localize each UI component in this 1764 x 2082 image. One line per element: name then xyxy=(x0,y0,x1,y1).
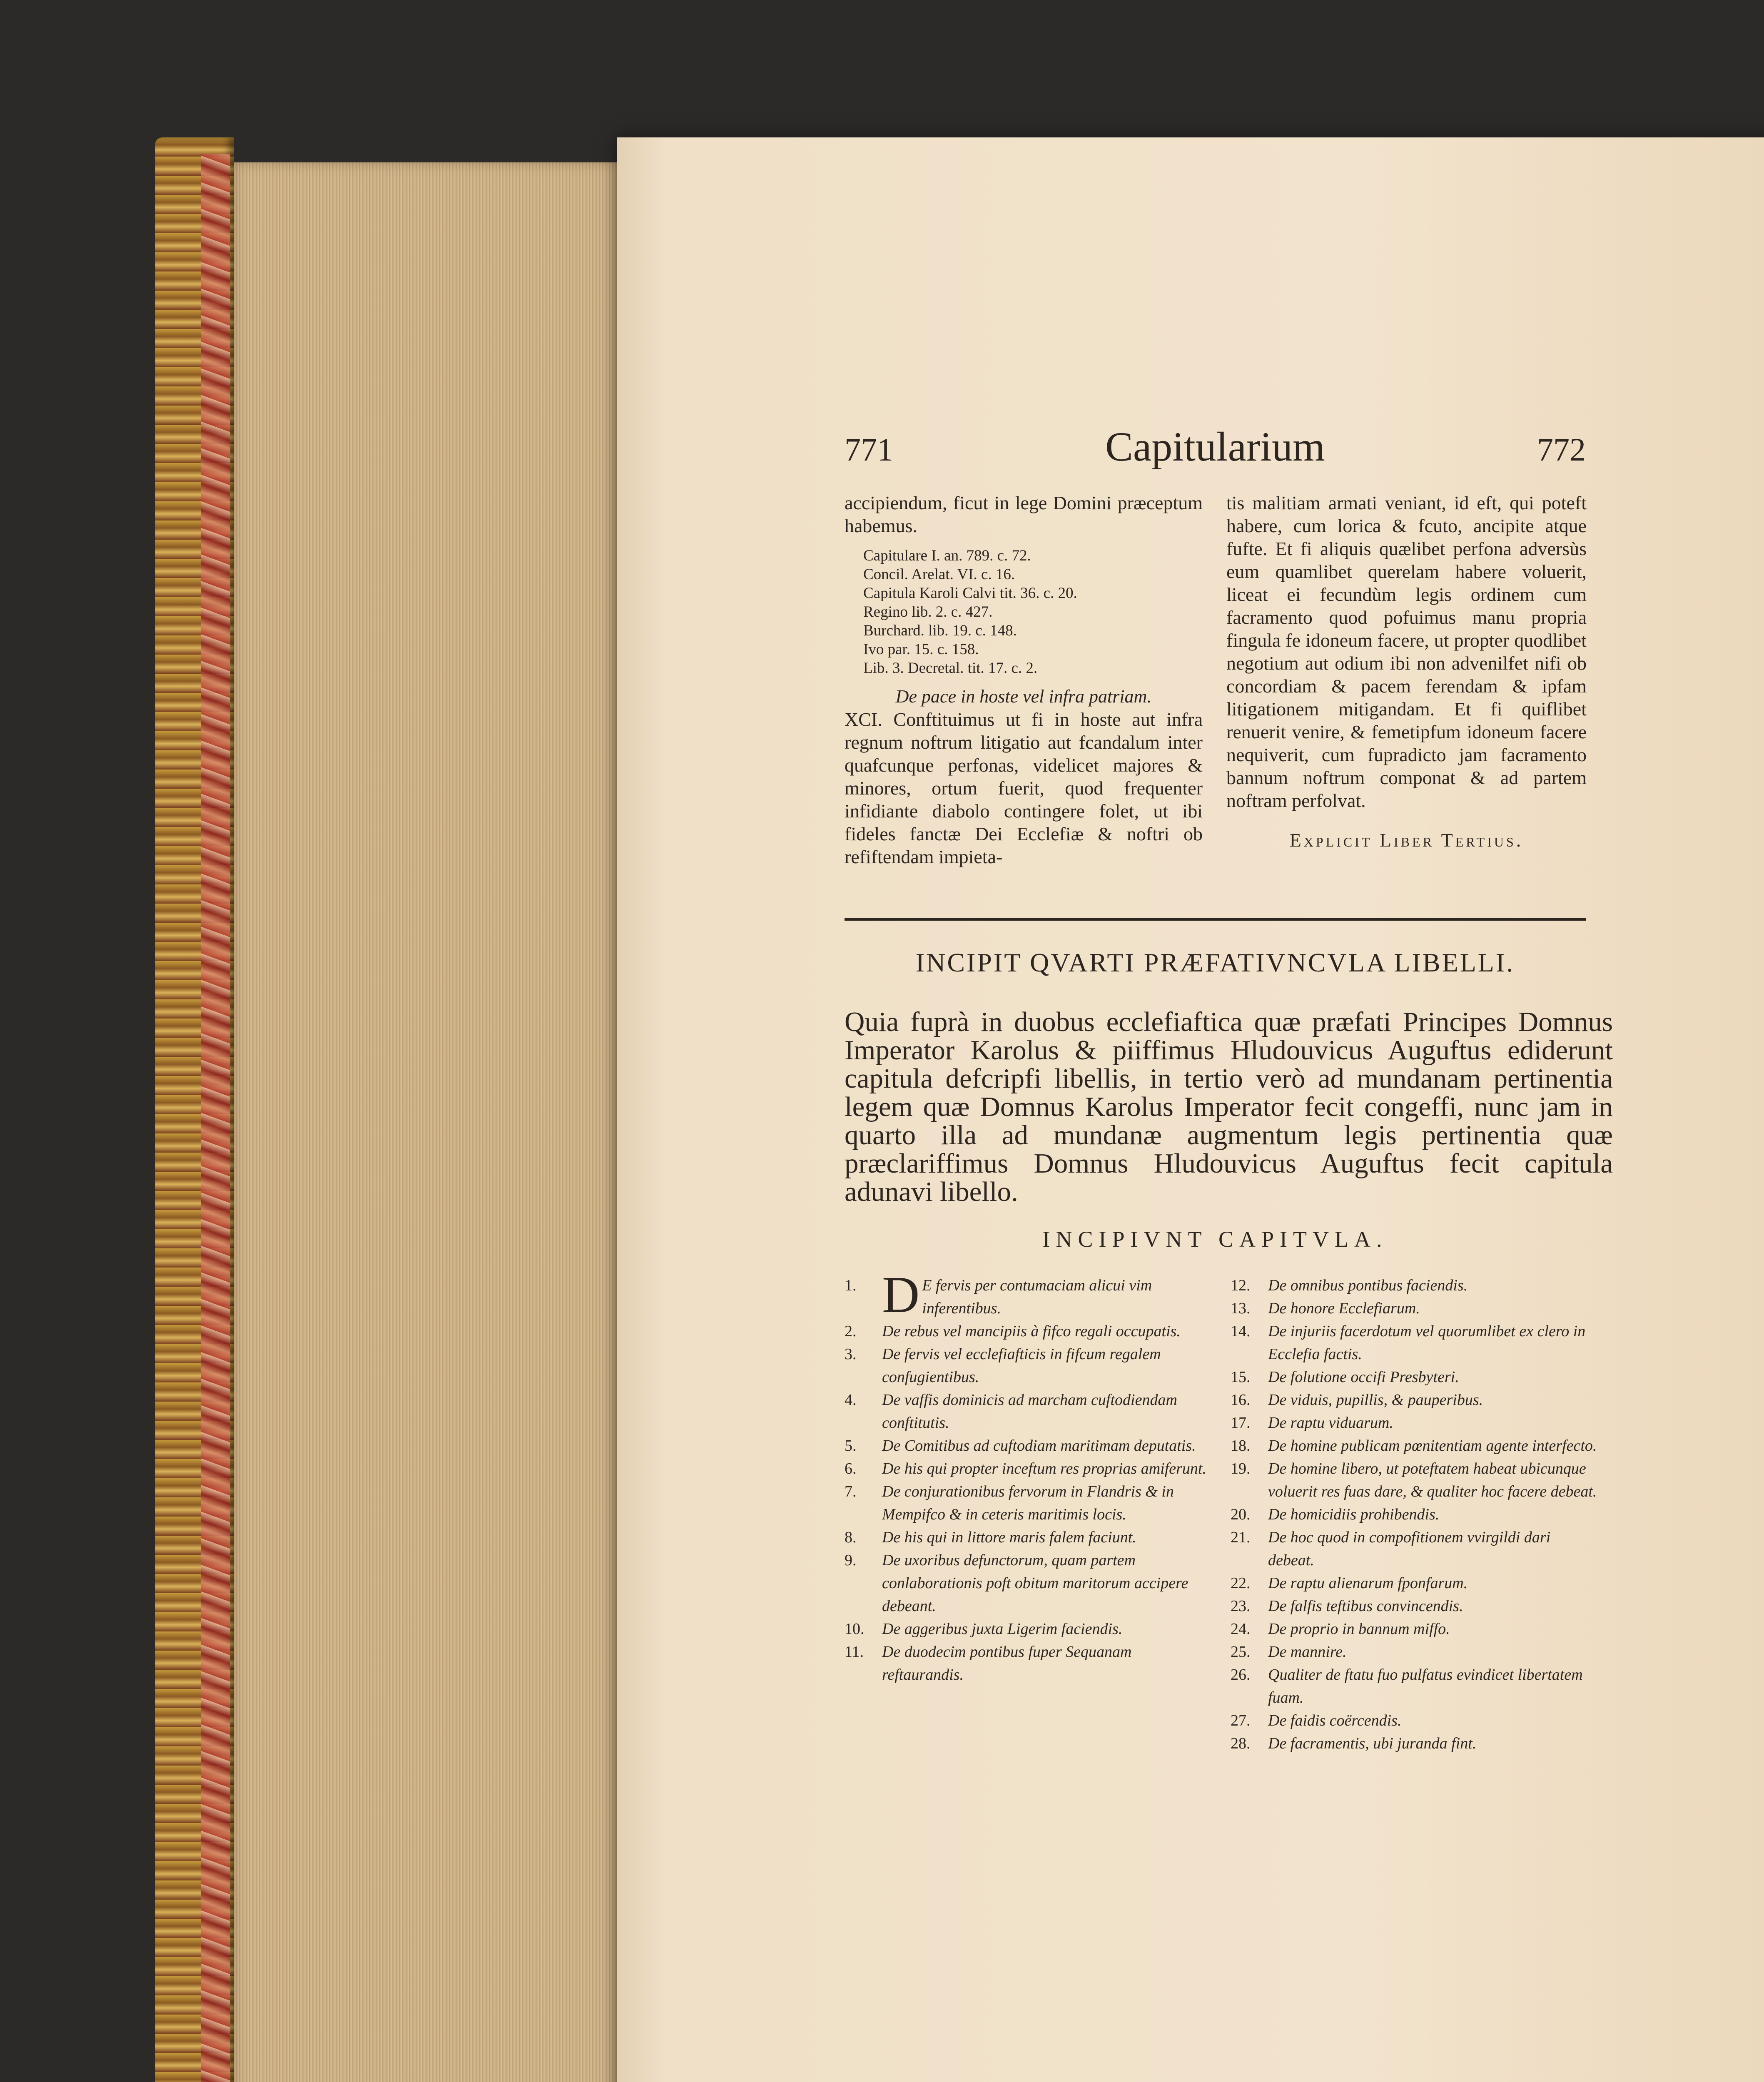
chapter-item xyxy=(1231,1297,1597,1320)
chapter-title: De folutione occifi Presbyteri. xyxy=(1268,1368,1459,1386)
chapter-number: 4. xyxy=(845,1391,857,1409)
chapter-number: 10. xyxy=(845,1620,865,1638)
chapter-number: 14. xyxy=(1231,1322,1251,1340)
chapter-number: 15. xyxy=(1231,1368,1251,1386)
chapter-title: De homine libero, ut poteftatem habeat ubicunque voluerit res fuas dare, & qualiter hoc facere debeat. xyxy=(1268,1460,1597,1500)
reference-item: Concil. Arelat. VI. c. 16. xyxy=(863,566,1015,583)
chapter-title: De fervis vel ecclefiafticis in fifcum regalem confugientibus. xyxy=(882,1345,1161,1386)
chapter-number: 26. xyxy=(1231,1666,1251,1684)
left-column-intro: accipiendum, ficut in lege Domini præceptum habemus. xyxy=(845,492,1203,536)
section-number: XCI. xyxy=(845,709,882,730)
chapter-title: De his qui in littore maris falem faciunt. xyxy=(882,1529,1136,1546)
chapter-number: 13. xyxy=(1231,1300,1251,1317)
chapter-title: De vaffis dominicis ad marcham cuftodiendam conftitutis. xyxy=(882,1391,1177,1432)
reference-item: Lib. 3. Decretal. tit. 17. c. 2. xyxy=(863,660,1038,677)
chapter-item xyxy=(845,1343,1211,1389)
chapter-title: De raptu viduarum. xyxy=(1268,1414,1393,1432)
reference-item: Ivo par. 15. c. 158. xyxy=(863,641,979,658)
chapter-title: De uxoribus defunctorum, quam partem conlaborationis poft obitum maritorum accipere debeant. xyxy=(882,1552,1188,1615)
chapter-number: 18. xyxy=(1231,1437,1251,1454)
chapter-number: 6. xyxy=(845,1460,857,1477)
chapter-number: 27. xyxy=(1231,1712,1251,1729)
chapter-item xyxy=(1231,1320,1597,1366)
chapter-number: 22. xyxy=(1231,1574,1251,1592)
chapter-number: 5. xyxy=(845,1437,857,1454)
chapter-title: De aggeribus juxta Ligerim faciendis. xyxy=(882,1620,1123,1638)
chapter-list-right xyxy=(1231,1274,1597,1755)
chapter-title: De honore Ecclefiarum. xyxy=(1268,1300,1420,1317)
chapter-number: 17. xyxy=(1231,1414,1251,1432)
chapter-title: De homicidiis prohibendis. xyxy=(1268,1506,1440,1523)
chapter-title: De faidis coërcendis. xyxy=(1268,1712,1402,1729)
explicit-line: Explicit Liber Tertius. xyxy=(1289,829,1524,851)
chapter-number: 25. xyxy=(1231,1643,1251,1661)
chapter-number: 2. xyxy=(845,1322,857,1340)
chapter-item xyxy=(845,1618,1211,1641)
chapter-item xyxy=(1231,1732,1597,1755)
chapter-number: 28. xyxy=(1231,1735,1251,1752)
chapter-number: 19. xyxy=(1231,1460,1251,1477)
chapter-number: 11. xyxy=(845,1643,864,1661)
chapter-number: 24. xyxy=(1231,1620,1251,1638)
chapter-item xyxy=(845,1549,1211,1618)
chapter-item xyxy=(845,1641,1211,1686)
chapter-title: De omnibus pontibus faciendis. xyxy=(1268,1277,1468,1294)
chapter-title-text: E fervis per contumaciam alicui vim inferentibus. xyxy=(922,1277,1152,1317)
chapter-item xyxy=(1231,1595,1597,1618)
page-edges xyxy=(234,162,617,2082)
section-body xyxy=(845,708,1203,868)
chapter-title: De Comitibus ad cuftodiam maritimam deputatis. xyxy=(882,1437,1196,1454)
right-column-text: tis malitiam armati veniant, id eft, qui poteft habere, cum lorica & fcuto, ancipite atque fufte. Et fi aliquis quælibet perfona adversùs eum quamlibet querelam habere voluerit, liceat ei fecundùm legis ordinem cum facramento quod pofuimus manu propria fingula fe idoneum facere, ut propter quodlibet negotium aut odium ibi non advenilfet nifi ob concordiam & pacem ferendam & ipfam litigationem mitigandam. Et fi quiflibet renuerit venire, & femetipfum idoneum facere nequiverit, cum fupradicto jam facramento bannum noftrum componat & ad partem noftram perfolvat. xyxy=(1226,492,1587,811)
chapter-number: 8. xyxy=(845,1529,857,1546)
chapter-title: De mannire. xyxy=(1268,1643,1347,1661)
reference-item: Capitula Karoli Calvi tit. 36. c. 20. xyxy=(863,585,1077,602)
chapter-number: 7. xyxy=(845,1483,857,1500)
chapter-item xyxy=(1231,1709,1597,1732)
marbled-endpaper xyxy=(201,154,230,2082)
chapter-title: De viduis, pupillis, & pauperibus. xyxy=(1268,1391,1483,1409)
chapters-heading: INCIPIVNT CAPITVLA. xyxy=(1042,1227,1388,1252)
right-column xyxy=(1226,491,1587,852)
chapter-number: 23. xyxy=(1231,1597,1251,1615)
chapter-item xyxy=(845,1457,1211,1480)
chapter-item xyxy=(1231,1526,1597,1572)
section-text: Conftituimus ut fi in hoste aut infra regnum noftrum litigatio aut fcandalum inter quafcunque perfonas, videlicet majores & minores, ortum fuerit, quod frequenter infidiante diabolo contingere folet, ut ibi fideles fanctæ Dei Ecclefiæ & noftri ob refiftendam impieta- xyxy=(845,709,1203,867)
chapter-item xyxy=(845,1389,1211,1434)
chapter-item xyxy=(1231,1664,1597,1709)
chapter-item xyxy=(845,1266,1211,1324)
chapter-item xyxy=(845,1320,1211,1343)
chapter-number: 3. xyxy=(845,1345,857,1363)
preface-heading: INCIPIT QVARTI PRÆFATIVNCVLA LIBELLI. xyxy=(915,948,1515,977)
chapter-number: 21. xyxy=(1231,1529,1251,1546)
preface-text: Quia fuprà in duobus ecclefiaftica quæ præfati Principes Domnus Imperator Karolus & piiffimus Hludouvicus Auguftus ediderunt capitula defcripfi libellis, in tertio verò ad mundanam pertinentia legem quæ Domnus Karolus Imperator fecit congeffi, nunc jam in quarto illa ad mundanæ augmentum legis pertinentia quæ præclariffimus Domnus Hludouvicus Auguftus fecit capitula adunavi libello. xyxy=(845,1006,1613,1207)
chapter-title: De duodecim pontibus fuper Sequanam reftaurandis. xyxy=(882,1643,1132,1684)
chapter-item xyxy=(1231,1389,1597,1412)
section-subheading: De pace in hoste vel infra patriam. xyxy=(895,686,1152,707)
running-head xyxy=(845,423,1586,477)
page-number-left: 771 xyxy=(845,431,893,468)
reference-item: Capitulare I. an. 789. c. 72. xyxy=(863,547,1031,564)
chapter-list-left xyxy=(845,1266,1211,1686)
chapter-title: De hoc quod in compofitionem vvirgildi dari debeat. xyxy=(1268,1529,1551,1569)
left-column xyxy=(845,491,1203,868)
chapter-item xyxy=(1231,1641,1597,1664)
chapter-title: De injuriis facerdotum vel quorumlibet ex clero in Ecclefia factis. xyxy=(1268,1322,1586,1363)
chapter-item xyxy=(1231,1434,1597,1457)
chapter-title: Qualiter de ftatu fuo pulfatus evindicet libertatem fuam. xyxy=(1268,1666,1583,1706)
horizontal-rule xyxy=(845,918,1586,921)
reference-list xyxy=(863,546,1203,677)
chapter-item xyxy=(1231,1274,1597,1297)
chapter-item xyxy=(1231,1503,1597,1526)
reference-item: Regino lib. 2. c. 427. xyxy=(863,603,993,620)
chapter-title xyxy=(882,1266,1211,1324)
chapter-item xyxy=(1231,1412,1597,1434)
chapter-number: 1. xyxy=(845,1277,857,1294)
chapter-item xyxy=(1231,1457,1597,1503)
chapter-item xyxy=(1231,1618,1597,1641)
chapter-title: De conjurationibus fervorum in Flandris & in Mempifco & in ceteris maritimis locis. xyxy=(882,1483,1174,1523)
chapter-title: De rebus vel mancipiis à fifco regali occupatis. xyxy=(882,1322,1181,1340)
chapter-number: 9. xyxy=(845,1552,857,1569)
page-title: Capitularium xyxy=(1105,423,1325,470)
page-number-right: 772 xyxy=(1537,431,1586,468)
chapter-title: De homine publicam pœnitentiam agente interfecto. xyxy=(1268,1437,1597,1454)
chapter-item xyxy=(1231,1572,1597,1595)
chapter-title: De his qui propter inceftum res proprias amiferunt. xyxy=(882,1460,1206,1477)
drop-capital: D xyxy=(882,1266,920,1324)
reference-item: Burchard. lib. 19. c. 148. xyxy=(863,622,1017,639)
chapter-title: De raptu alienarum fponfarum. xyxy=(1268,1574,1468,1592)
chapter-item xyxy=(845,1434,1211,1457)
chapter-item xyxy=(1231,1366,1597,1389)
chapter-number: 16. xyxy=(1231,1391,1251,1409)
chapter-item xyxy=(845,1480,1211,1526)
chapter-number: 20. xyxy=(1231,1506,1251,1523)
chapter-number: 12. xyxy=(1231,1277,1251,1294)
chapter-title: De proprio in bannum miffo. xyxy=(1268,1620,1450,1638)
chapter-title: De falfis teftibus convincendis. xyxy=(1268,1597,1463,1615)
chapter-title: De facramentis, ubi juranda fint. xyxy=(1268,1735,1477,1752)
chapter-item xyxy=(845,1526,1211,1549)
